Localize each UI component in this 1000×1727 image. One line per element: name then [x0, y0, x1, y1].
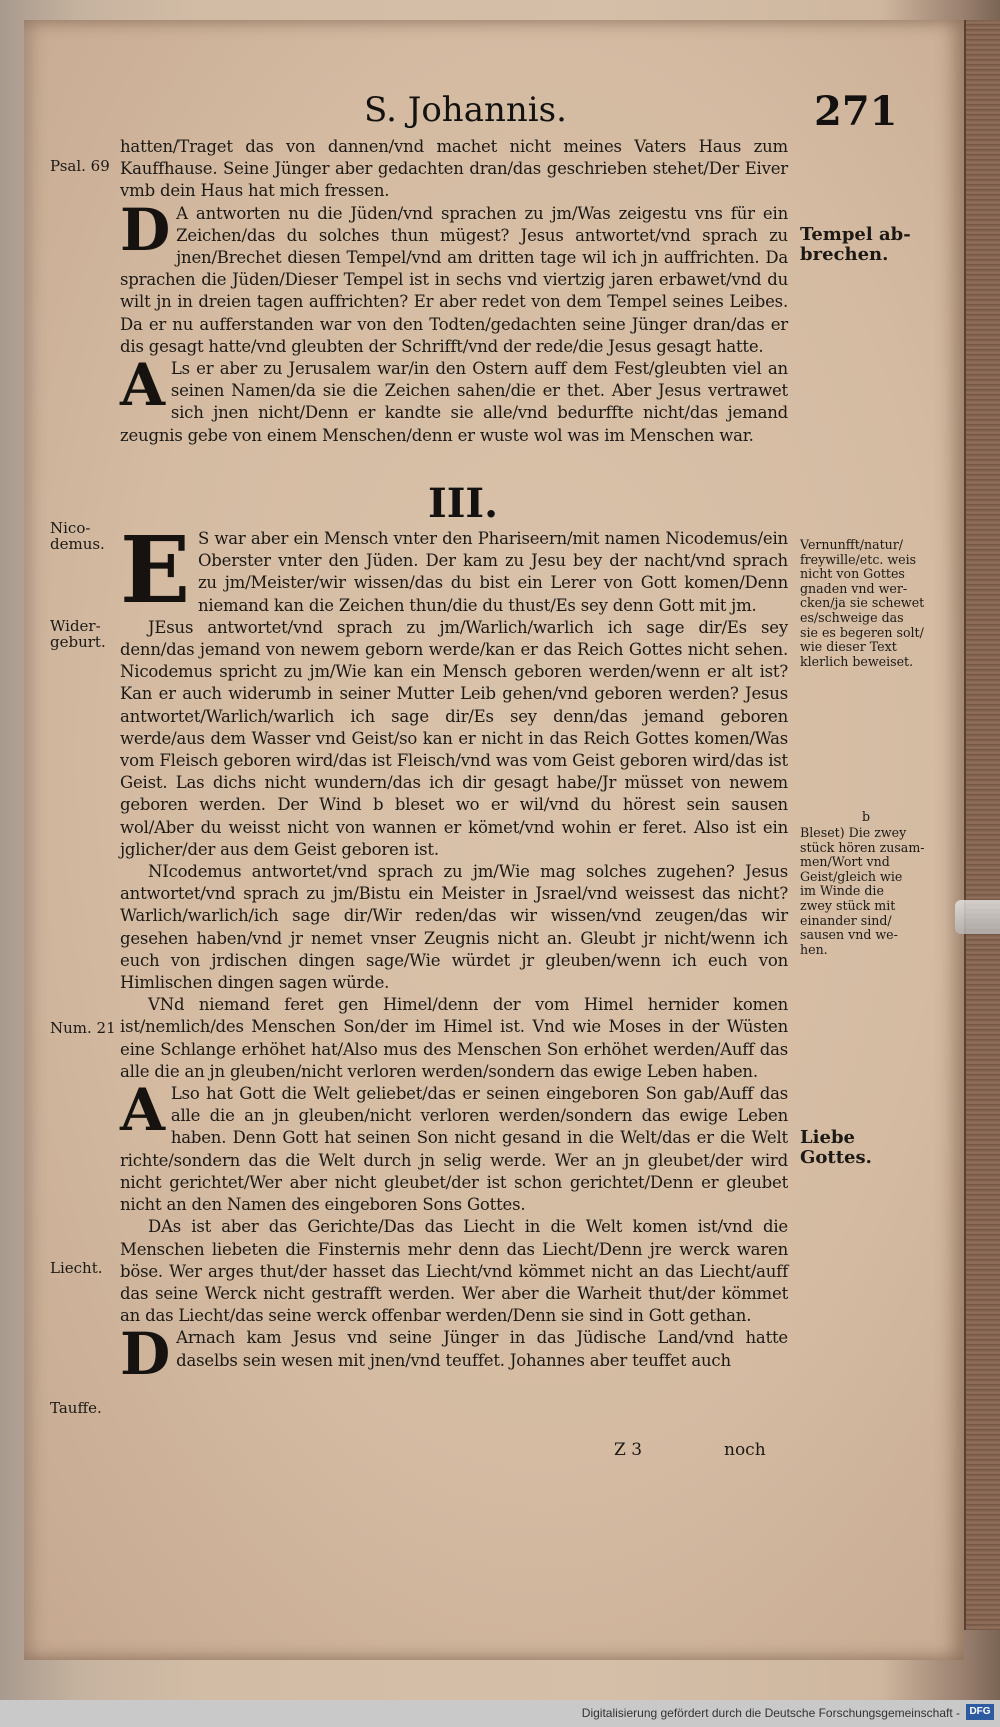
- paragraph: VNd niemand feret gen Himel/denn der vom Himel hernider komen ist/nemlich/des Menschen Son/der im Himel ist. Vnd wie Moses in der Wüsten eine Schlange erhöhet hat/Also mus des Menschen Son erhöhet werden/Auff das alle die an jn gleuben/nicht verloren werden/sondern das ewige Leben haben.: [120, 995, 788, 1081]
- ornamental-initial: E: [120, 516, 190, 624]
- margin-note-liebe-gottes: Liebe Gottes.: [800, 1127, 872, 1168]
- margin-note-nicodemus: Nico- demus.: [50, 519, 105, 553]
- bookmark-tab: [955, 900, 1000, 934]
- running-head: S. Johannis.: [364, 90, 567, 130]
- paragraph: D Arnach kam Jesus vnd seine Jünger in das Jüdische Land/vnd hatte daselbs sein wesen mit jnen/vnd teuffet. Johannes aber teuffet auch: [120, 1320, 788, 1389]
- margin-note-liecht: Liecht.: [50, 1259, 103, 1277]
- paragraph: NIcodemus antwortet/vnd sprach zu jm/Wie mag solches zugehen? Jesus antwortet/vnd sprach zu jm/Bistu ein Meister in Jsrael/vnd weissest das nicht? Warlich/warlich/ich sage dir/Wir reden/das wir wissen/vnd zeugen/das wir gesehen haben/vnd jr nemet vnser Zeugnis nicht an. Gleubt jr nicht/wenn ich euch von jrdischen dingen sage/Wie würdet jr gleuben/wenn ich euch von Himlischen dingen sagen würde.: [120, 862, 788, 993]
- signature-mark: Z 3: [614, 1440, 643, 1460]
- paragraph: E S war aber ein Mensch vnter den Phariseern/mit namen Nicodemus/ein Oberster vnter den Jüden. Der kam zu Jesu bey der nacht/vnd sprach zu jm/Meister/wir wissen/das du bist ein Lerer von Gott komen/Denn niemand kan die Zeichen thun/die du thust/Es sey denn Gott mit jm.: [120, 516, 788, 624]
- initial-letter: D: [120, 1320, 171, 1389]
- dfg-logo: DFG: [966, 1704, 994, 1720]
- margin-note-vernunfft: Vernunfft/natur/ freywille/etc. weis nicht von Gottes gnaden vnd wer- cken/ja sie schewet es/schweige das sie es begeren solt/ wie dieser Text klerlich beweiset.: [800, 537, 925, 669]
- paragraph: DAs ist aber das Gerichte/Das das Liecht in die Welt komen ist/vnd die Menschen liebeten die Finsternis mehr denn das Liecht/Denn jre werck waren böse. Wer arges thut/der hasset das Liecht/vnd kömmet nicht an das Liecht/auff das seine Werck nicht gestrafft werden. Wer aber die Warheit thut/der kömmet an das Liecht/das seine werck offenbar werden/Denn sie sind in Gott gethan.: [120, 1217, 788, 1326]
- text-block-1: [120, 136, 788, 447]
- initial-letter: A: [120, 1076, 165, 1145]
- chapter-section-numeral: III.: [428, 480, 499, 527]
- paragraph: A Lso hat Gott die Welt geliebet/das er seinen eingeboren Son gab/Auff das alle die an jn gleuben/nicht verloren werden/sondern das ewige Leben haben. Denn Gott hat seinen Son nicht gesand in die Welt/das er die Welt richte/sondern das die Welt durch jn selig werde. Wer an jn gleubet/der wird nicht gerichtet/Wer aber nicht gleubet/der ist schon gerichtet/Denn er gleubet nicht an den Namen des eingeboren Sons Gottes.: [120, 1076, 788, 1215]
- initial-letter: A: [120, 351, 165, 420]
- catchword: noch: [724, 1440, 766, 1460]
- margin-note-numbers: Num. 21: [50, 1019, 116, 1037]
- margin-note-widergeburt: Wider- geburt.: [50, 617, 106, 651]
- paragraph: D A antworten nu die Jüden/vnd sprachen zu jm/Was zeigestu vns für ein Zeichen/das du solches thun mügest? Jesus antwortet/vnd sprach zu jnen/Brechet diesen Tempel/vnd am dritten tage wil ich jn auffrichten. Da sprachen die Jüden/Dieser Tempel ist in sechs vnd viertzig jaren erbawet/vnd du wilt jn in dreien tagen auffrichten? Er aber redet von dem Tempel seines Leibes. Da er nu aufferstanden war von den Todten/gedachten seine Jünger dran/das er dis gesagt hatte/vnd gleubten der Schrifft/vnd der rede/die Jesus gesagt hatte.: [120, 195, 788, 356]
- margin-note-bleset: Bleset) Die zwey stück hören zusam- men/Wort vnd Geist/gleich wie im Winde die zwey stück mit einander sind/ sausen vnd we- hen.: [800, 825, 925, 957]
- page-number: 271: [814, 88, 898, 135]
- page-fore-edge: [964, 20, 1000, 1630]
- margin-note-tauffe: Tauffe.: [50, 1399, 102, 1417]
- paragraph: hatten/Traget das von dannen/vnd machet nicht meines Vaters Haus zum Kauffhause. Seine Jünger aber gedachten dran/das geschrieben stehet/Der Eiver vmb dein Haus hat mich fressen.: [120, 137, 788, 201]
- margin-note-tempel: Tempel ab- brechen.: [800, 224, 911, 265]
- footer-bar: [0, 1700, 1000, 1727]
- margin-note-marker-b: b: [862, 809, 871, 824]
- initial-letter: D: [120, 195, 171, 264]
- margin-note-psalm: Psal. 69: [50, 157, 110, 175]
- paragraph: JEsus antwortet/vnd sprach zu jm/Warlich/warlich ich sage dir/Es sey denn/das jemand von newem geborn werde/kan er das Reich Gottes nicht sehen. Nicodemus spricht zu jm/Wie kan ein Mensch geboren werden/wenn er alt ist? Kan er auch widerumb in seiner Mutter Leib gehen/vnd geboren werden? Jesus antwortet/Warlich/warlich ich sage dir/Es sey denn/das jemand geboren werde/aus dem Wasser vnd Geist/so kan er nicht in das Reich Gottes komen/Was vom Fleisch geboren wird/das ist Fleisch/vnd was vom Geist geboren wird/das ist Geist. Las dichs nicht wundern/das ich dir gesagt habe/Jr müsset von newem geboren werden. Der Wind b bleset wo er wil/vnd du hörest sein sausen wol/Aber du weisst nicht von wannen er kömet/vnd wohin er feret. Also ist ein jglicher/der aus dem Geist geboren ist.: [120, 617, 788, 859]
- footer-credit: Digitalisierung gefördert durch die Deutsche Forschungsgemeinschaft -: [581, 1706, 960, 1720]
- text-block-2: [120, 516, 788, 1389]
- paragraph: A Ls er aber zu Jerusalem war/in den Ostern auff dem Fest/gleubten viel an seinen Namen/da sie die Zeichen sahen/die er thet. Aber Jesus vertrawet sich jnen nicht/Denn er kandte sie alle/vnd bedurffte nicht/das jemand zeugnis gebe von einem Menschen/denn er wuste wol was im Menschen war.: [120, 351, 788, 445]
- book-page: [24, 20, 964, 1660]
